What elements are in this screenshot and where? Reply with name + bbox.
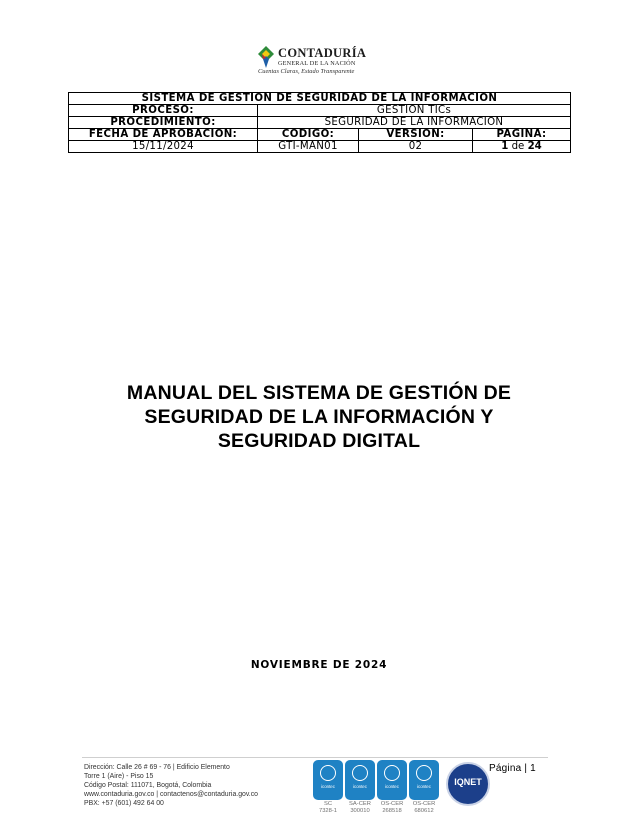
system-title: SISTEMA DE GESTIÓN DE SEGURIDAD DE LA INFORMACIÓN [69, 93, 571, 105]
codigo-label: CÓDIGO: [258, 129, 359, 141]
logo-name: CONTADURÍA [278, 46, 367, 60]
footer-divider [82, 757, 548, 758]
icontec-cert-badge [313, 760, 343, 820]
title-line-2: SEGURIDAD DE LA INFORMACIÓN Y [144, 406, 494, 428]
icontec-cert-badge [409, 760, 439, 820]
pagina-value [473, 141, 571, 153]
icontec-seal-icon [377, 760, 407, 800]
cert-code [377, 801, 407, 814]
cert-code [409, 801, 439, 814]
footer-page-number: Página | 1 [489, 763, 536, 774]
proceso-value: GESTIÓN TICs [258, 105, 571, 117]
cert-code [345, 801, 375, 814]
contaduria-logo [258, 44, 398, 78]
cert-code-line: SA-CER [349, 801, 371, 807]
icontec-seal-icon [313, 760, 343, 800]
fecha-label: FECHA DE APROBACIÓN: [69, 129, 258, 141]
cert-code-line: OS-CER [412, 801, 436, 807]
icontec-cert-badge [377, 760, 407, 820]
document-title [90, 381, 548, 453]
address-line: www.contaduria.gov.co | contactenos@contaduria.gov.co [84, 790, 259, 798]
title-line-1: MANUAL DEL SISTEMA DE GESTIÓN DE [126, 382, 512, 404]
cert-code-line: 300010 [350, 807, 370, 814]
cert-code-line: OS-CER [380, 801, 404, 807]
cert-code-line: 7328-1 [318, 807, 338, 814]
pagina-de: de [511, 141, 525, 152]
logo-subname: GENERAL DE LA NACIÓN [278, 60, 356, 67]
cert-code-line: 680612 [414, 807, 434, 814]
icontec-cert-badge [345, 760, 375, 820]
icontec-seal-icon [345, 760, 375, 800]
iqnet-label: IQNET [454, 777, 482, 787]
cert-label: icontec [417, 784, 431, 789]
document-header-table [68, 92, 571, 153]
procedimiento-label: PROCEDIMIENTO: [69, 117, 258, 129]
document-date: NOVIEMBRE DE 2024 [250, 659, 388, 671]
version-label: VERSIÓN: [359, 129, 473, 141]
cert-label: icontec [321, 784, 335, 789]
cert-label: icontec [353, 784, 367, 789]
pagina-total: 24 [527, 141, 542, 152]
footer-address [84, 764, 258, 809]
logo-tagline: Cuentas Claras, Estado Transparente [258, 68, 355, 75]
cert-code [313, 801, 343, 814]
cert-code-line: 268518 [382, 807, 402, 814]
address-line: PBX: +57 (601) 492 64 00 [84, 799, 164, 807]
cert-code-line: SC [323, 801, 333, 807]
address-line: Torre 1 (Aire) - Piso 15 [84, 772, 154, 780]
version-value: 02 [359, 141, 473, 153]
codigo-value: GTI-MAN01 [258, 141, 359, 153]
icontec-seal-icon [409, 760, 439, 800]
title-line-3: SEGURIDAD DIGITAL [217, 430, 421, 452]
procedimiento-value: SEGURIDAD DE LA INFORMACIÓN [258, 117, 571, 129]
address-line: Código Postal: 111071, Bogotá, Colombia [84, 781, 212, 789]
logo-emblem-icon [258, 46, 274, 68]
proceso-label: PROCESO: [69, 105, 258, 117]
iqnet-seal-icon [446, 762, 490, 806]
pagina-label: PÁGINA: [473, 129, 571, 141]
fecha-value: 15/11/2024 [69, 141, 258, 153]
pagina-num: 1 [501, 141, 509, 152]
address-line: Dirección: Calle 26 # 69 - 76 | Edificio Elemento [84, 764, 230, 771]
cert-label: icontec [385, 784, 399, 789]
